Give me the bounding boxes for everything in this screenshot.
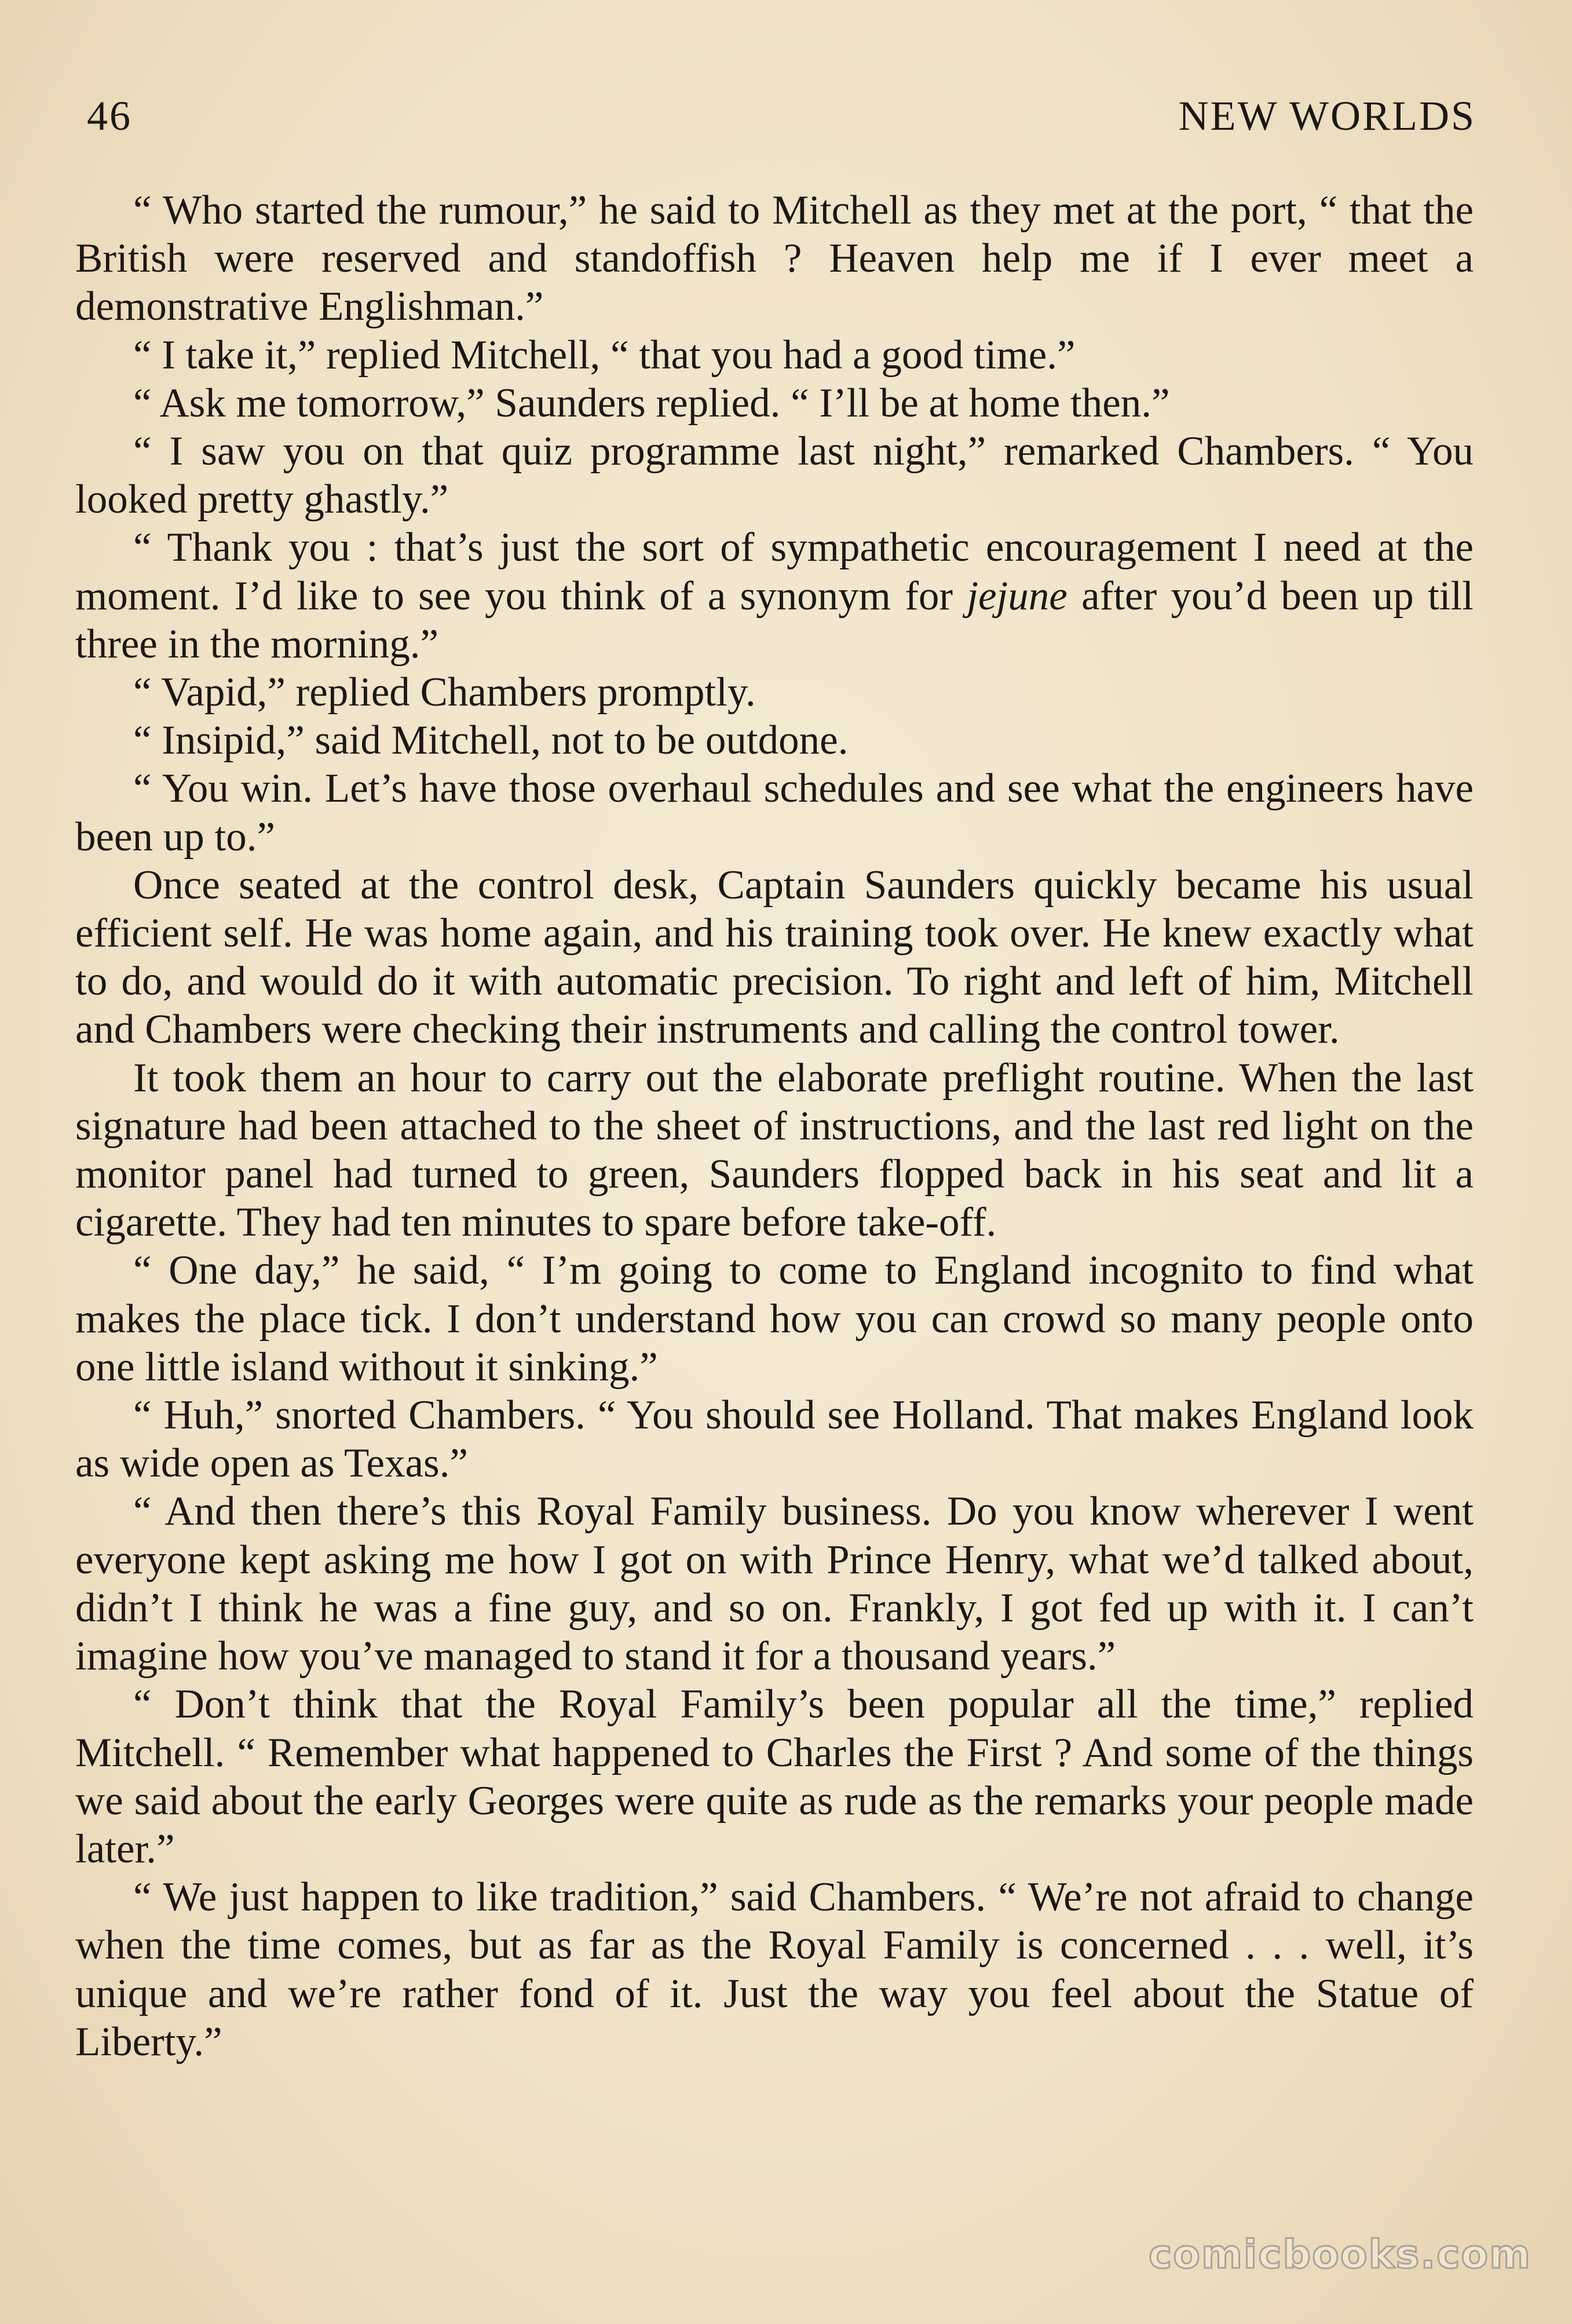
paragraph: “ I take it,” replied Mitchell, “ that you had a good time.” bbox=[133, 332, 1076, 378]
paragraph: “ Who started the rumour,” he said to Mitchell as they met at the port, “ that the British were reserved and standoffish ? Heaven help me if I ever meet a demonstrative Englishman.” bbox=[75, 188, 1474, 330]
paragraph: “ Insipid,” said Mitchell, not to be outdone. bbox=[133, 718, 849, 763]
text-body bbox=[75, 187, 1474, 2179]
watermark-logo: comicbooks.com bbox=[1148, 2232, 1531, 2278]
paragraph: “ And then there’s this Royal Family business. Do you know wherever I went everyone kept asking me how I got on with Prince Henry, what we’d talked about, didn’t I think he was a fine guy, and so on. Frankly, I got fed up with it. I can’t imagine how you’ve managed to stand it for a thousand years.” bbox=[75, 1489, 1474, 1679]
paragraph: “ Huh,” snorted Chambers. “ You should see Holland. That makes England look as wide open as Texas.” bbox=[75, 1393, 1474, 1486]
italic-word: jejune bbox=[967, 573, 1068, 619]
page-number: 46 bbox=[87, 92, 132, 139]
paragraph: “ You win. Let’s have those overhaul schedules and see what the engineers have been up to.” bbox=[75, 766, 1474, 860]
paragraph: “ One day,” he said, “ I’m going to come to England incognito to find what makes the place tick. I don’t understand how you can crowd so many people onto one little island without it sinking.” bbox=[75, 1248, 1474, 1390]
running-header bbox=[87, 87, 1476, 145]
running-title: NEW WORLDS bbox=[1178, 92, 1476, 139]
paragraph: “ We just happen to like tradition,” said Chambers. “ We’re not afraid to change when the time comes, but as far as the Royal Family is concerned . . . well, it’s unique and we’re rather fond of it. Just the way you feel about the Statue of Liberty.” bbox=[75, 1874, 1474, 2064]
paragraph: “ Ask me tomorrow,” Saunders replied. “ I’ll be at home then.” bbox=[133, 380, 1170, 426]
paragraph-text: “ Thank you : that’s just the sort of sympathetic encouragement I need at the moment. I’d like to see you think of a synonym for bbox=[75, 525, 1474, 619]
paragraph: “ I saw you on that quiz programme last night,” remarked Chambers. “ You looked pretty ghastly.” bbox=[75, 429, 1474, 522]
paragraph-tail: after you’d been up till three in the morning.” bbox=[75, 573, 1474, 667]
paragraph: It took them an hour to carry out the elaborate preflight routine. When the last signature had been attached to the sheet of instructions, and the last red light on the monitor panel had turned to green, Saunders flopped back in his seat and lit a cigarette. They had ten minutes to spare before take-off. bbox=[75, 1055, 1474, 1245]
paragraph: “ Don’t think that the Royal Family’s been popular all the time,” replied Mitchell. “ Remember what happened to Charles the First ? And some of the things we said about the early Georges were quite as rude as the remarks your people made later.” bbox=[75, 1682, 1474, 1872]
paragraph: “ Vapid,” replied Chambers promptly. bbox=[133, 670, 756, 715]
paragraph: Once seated at the control desk, Captain Saunders quickly became his usual efficient self. He was home again, and his training took over. He knew exactly what to do, and would do it with automatic precision. To right and left of him, Mitchell and Chambers were checking their instruments and calling the control tower. bbox=[75, 862, 1474, 1053]
paragraph bbox=[75, 524, 1474, 668]
